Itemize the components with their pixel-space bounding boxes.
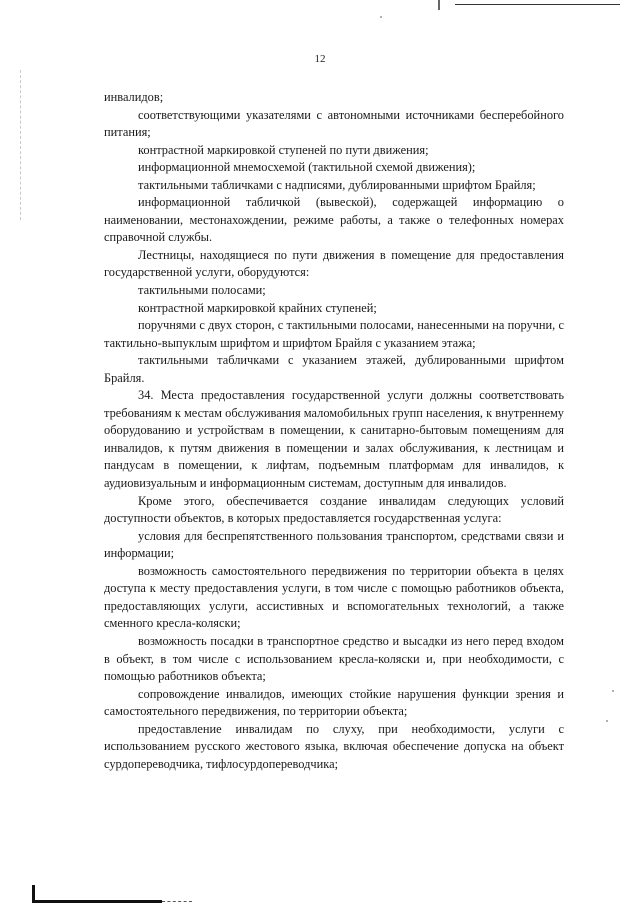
paragraph: контрастной маркировкой крайних ступеней; bbox=[138, 300, 377, 315]
scan-margin-mark bbox=[20, 70, 22, 220]
paragraph: предоставление инвалидам по слуху, при необходимости, услуги с использованием русского жестового языка, включая обеспечение допуска на объект сурдопереводчика, тифлосурдопереводчика; bbox=[104, 721, 564, 771]
paragraph: Кроме этого, обеспечивается создание инвалидам следующих условий доступности объектов, в которых предоставляется государственная услуга: bbox=[104, 493, 564, 526]
body-text bbox=[104, 89, 564, 773]
paragraph: условия для беспрепятственного пользования транспортом, средствами связи и информации; bbox=[104, 528, 564, 561]
scan-corner-line bbox=[32, 900, 162, 903]
paragraph: информационной мнемосхемой (тактильной схемой движения); bbox=[138, 160, 476, 175]
paragraph: Лестницы, находящиеся по пути движения в помещение для предоставления государственной услуги, оборудуются: bbox=[104, 247, 564, 280]
scan-speck bbox=[380, 16, 382, 18]
paragraph: возможность посадки в транспортное средство и высадки из него перед входом в объект, в том числе с использованием кресла-коляски и, при необходимости, с помощью работников объекта; bbox=[104, 633, 564, 684]
page-number: 12 bbox=[314, 53, 326, 65]
paragraph: инвалидов; bbox=[104, 90, 164, 104]
scan-edge-line bbox=[455, 4, 620, 5]
scan-speck bbox=[612, 690, 614, 692]
scan-speck bbox=[606, 720, 608, 722]
paragraph: информационной табличкой (вывеской), содержащей информацию о наименовании, местонахождении, режиме работы, а также о телефонных номерах справочной службы. bbox=[104, 195, 564, 245]
paragraph: поручнями с двух сторон, с тактильными полосами, нанесенными на поручни, с тактильно-выпуклым шрифтом и шрифтом Брайля с указанием этажа; bbox=[104, 318, 564, 350]
paragraph: 34. Места предоставления государственной услуги должны соответствовать требованиям к местам обслуживания маломобильных групп населения, к внутреннему оборудованию и устройствам в помещении, к санитарно-бытовым помещениям для инвалидов, к путям движения в помещении и залах обслуживания, к лестницам и пандусам в помещении, к лифтам, подъемным платформам для инвалидов, к аудиовизуальным и информационным системам, доступным для инвалидов. bbox=[104, 388, 564, 491]
scan-edge-tick bbox=[438, 0, 440, 10]
paragraph: соответствующими указателями с автономными источниками бесперебойного питания; bbox=[104, 107, 564, 140]
paragraph: возможность самостоятельного передвижения по территории объекта в целях доступа к месту предоставления услуги, в том числе с помощью работников объекта, предоставляющих услуги, ассистивных и вспомогательных технологий, а также сменного кресла-коляски; bbox=[104, 563, 564, 631]
paragraph: тактильными табличками с указанием этажей, дублированными шрифтом Брайля. bbox=[104, 353, 564, 385]
paragraph: сопровождение инвалидов, имеющих стойкие нарушения функции зрения и самостоятельного передвижения, по территории объекта; bbox=[104, 686, 564, 719]
paragraph: контрастной маркировкой ступеней по пути движения; bbox=[138, 142, 429, 157]
paragraph: тактильными полосами; bbox=[138, 283, 266, 298]
scan-corner-dash bbox=[162, 901, 192, 902]
paragraph: тактильными табличками с надписями, дублированными шрифтом Брайля; bbox=[138, 177, 536, 192]
